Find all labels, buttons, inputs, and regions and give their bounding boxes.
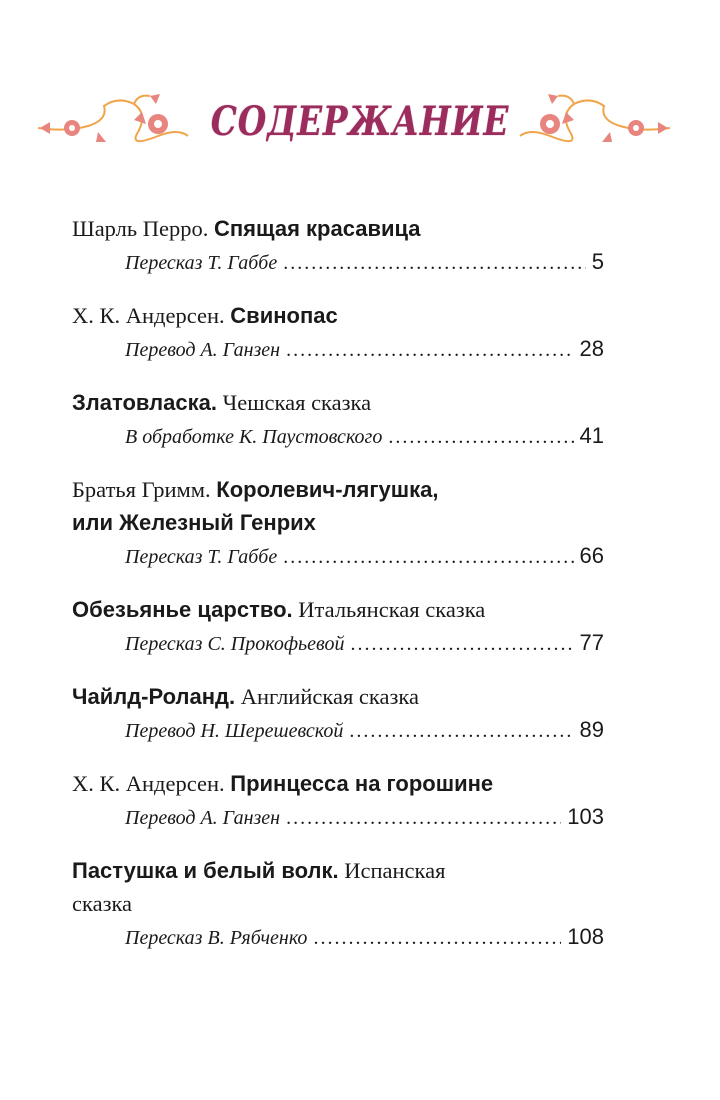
page-number: 41 bbox=[579, 423, 604, 448]
dot-leader bbox=[283, 247, 586, 280]
story-title: Королевич-лягушка, bbox=[216, 477, 439, 502]
credit-line bbox=[72, 419, 604, 454]
dot-leader bbox=[283, 541, 573, 574]
page-title: СОДЕРЖАНИЕ bbox=[210, 98, 510, 145]
author-or-origin: Х. К. Андерсен. bbox=[72, 771, 231, 796]
author-or-origin: Братья Гримм. bbox=[72, 477, 217, 502]
toc-entry[interactable] bbox=[72, 854, 604, 955]
page-number: 108 bbox=[567, 924, 604, 949]
entry-title-line bbox=[72, 767, 604, 800]
toc-entry[interactable] bbox=[72, 767, 604, 835]
translator-credit: Перевод А. Ганзен bbox=[125, 339, 281, 361]
entry-title-line bbox=[72, 854, 604, 887]
credit-line bbox=[72, 332, 604, 367]
entry-title-line bbox=[72, 473, 604, 506]
translator-credit: Пересказ Т. Габбе bbox=[125, 252, 278, 274]
story-title: или Железный Генрих bbox=[72, 510, 316, 535]
author-or-origin: Шарль Перро. bbox=[72, 216, 214, 241]
entry-title-line bbox=[72, 593, 604, 626]
dot-leader bbox=[349, 715, 573, 748]
toc-entry[interactable] bbox=[72, 299, 604, 367]
dot-leader bbox=[286, 334, 573, 367]
entry-title-line bbox=[72, 386, 604, 419]
page-number: 103 bbox=[567, 804, 604, 829]
entry-title-line bbox=[72, 212, 604, 245]
credit-line bbox=[72, 920, 604, 955]
entry-title-line bbox=[72, 506, 604, 539]
author-or-origin: Итальянская сказка bbox=[292, 597, 486, 622]
dot-leader bbox=[388, 421, 573, 454]
toc-entry[interactable] bbox=[72, 212, 604, 280]
credit-line bbox=[72, 626, 604, 661]
credit-line bbox=[72, 800, 604, 835]
page-number: 66 bbox=[579, 543, 604, 568]
author-or-origin: Чешская сказка bbox=[216, 390, 372, 415]
story-title: Принцесса на горошине bbox=[230, 771, 494, 796]
translator-credit: В обработке К. Паустовского bbox=[125, 426, 383, 448]
toc-entry[interactable] bbox=[72, 386, 604, 454]
dot-leader bbox=[313, 922, 561, 955]
credit-line bbox=[72, 245, 604, 280]
table-of-contents bbox=[72, 212, 604, 974]
entry-title-line bbox=[72, 887, 604, 920]
dot-leader bbox=[286, 802, 561, 835]
page-number: 5 bbox=[591, 249, 604, 274]
author-or-origin: Испанская bbox=[338, 858, 446, 883]
translator-credit: Перевод Н. Шерешевской bbox=[125, 720, 344, 742]
author-or-origin: сказка bbox=[72, 891, 133, 916]
toc-entry[interactable] bbox=[72, 593, 604, 661]
story-title: Спящая красавица bbox=[214, 216, 421, 241]
entry-title-line bbox=[72, 680, 604, 713]
dot-leader bbox=[350, 628, 573, 661]
credit-line bbox=[72, 713, 604, 748]
story-title: Чайлд-Роланд. bbox=[72, 684, 236, 709]
translator-credit: Перевод А. Ганзен bbox=[125, 807, 281, 829]
story-title: Пастушка и белый волк. bbox=[72, 858, 339, 883]
page-number: 28 bbox=[579, 336, 604, 361]
story-title: Обезьянье царство. bbox=[72, 597, 293, 622]
translator-credit: Пересказ Т. Габбе bbox=[125, 546, 278, 568]
translator-credit: Пересказ С. Прокофьевой bbox=[125, 633, 345, 655]
translator-credit: Пересказ В. Рябченко bbox=[125, 927, 308, 949]
toc-entry[interactable] bbox=[72, 473, 604, 574]
page-number: 77 bbox=[579, 630, 604, 655]
toc-entry[interactable] bbox=[72, 680, 604, 748]
story-title: Златовласка. bbox=[72, 390, 217, 415]
credit-line bbox=[72, 539, 604, 574]
author-or-origin: Английская сказка bbox=[235, 684, 419, 709]
story-title: Свинопас bbox=[230, 303, 338, 328]
author-or-origin: Х. К. Андерсен. bbox=[72, 303, 231, 328]
page-number: 89 bbox=[579, 717, 604, 742]
entry-title-line bbox=[72, 299, 604, 332]
